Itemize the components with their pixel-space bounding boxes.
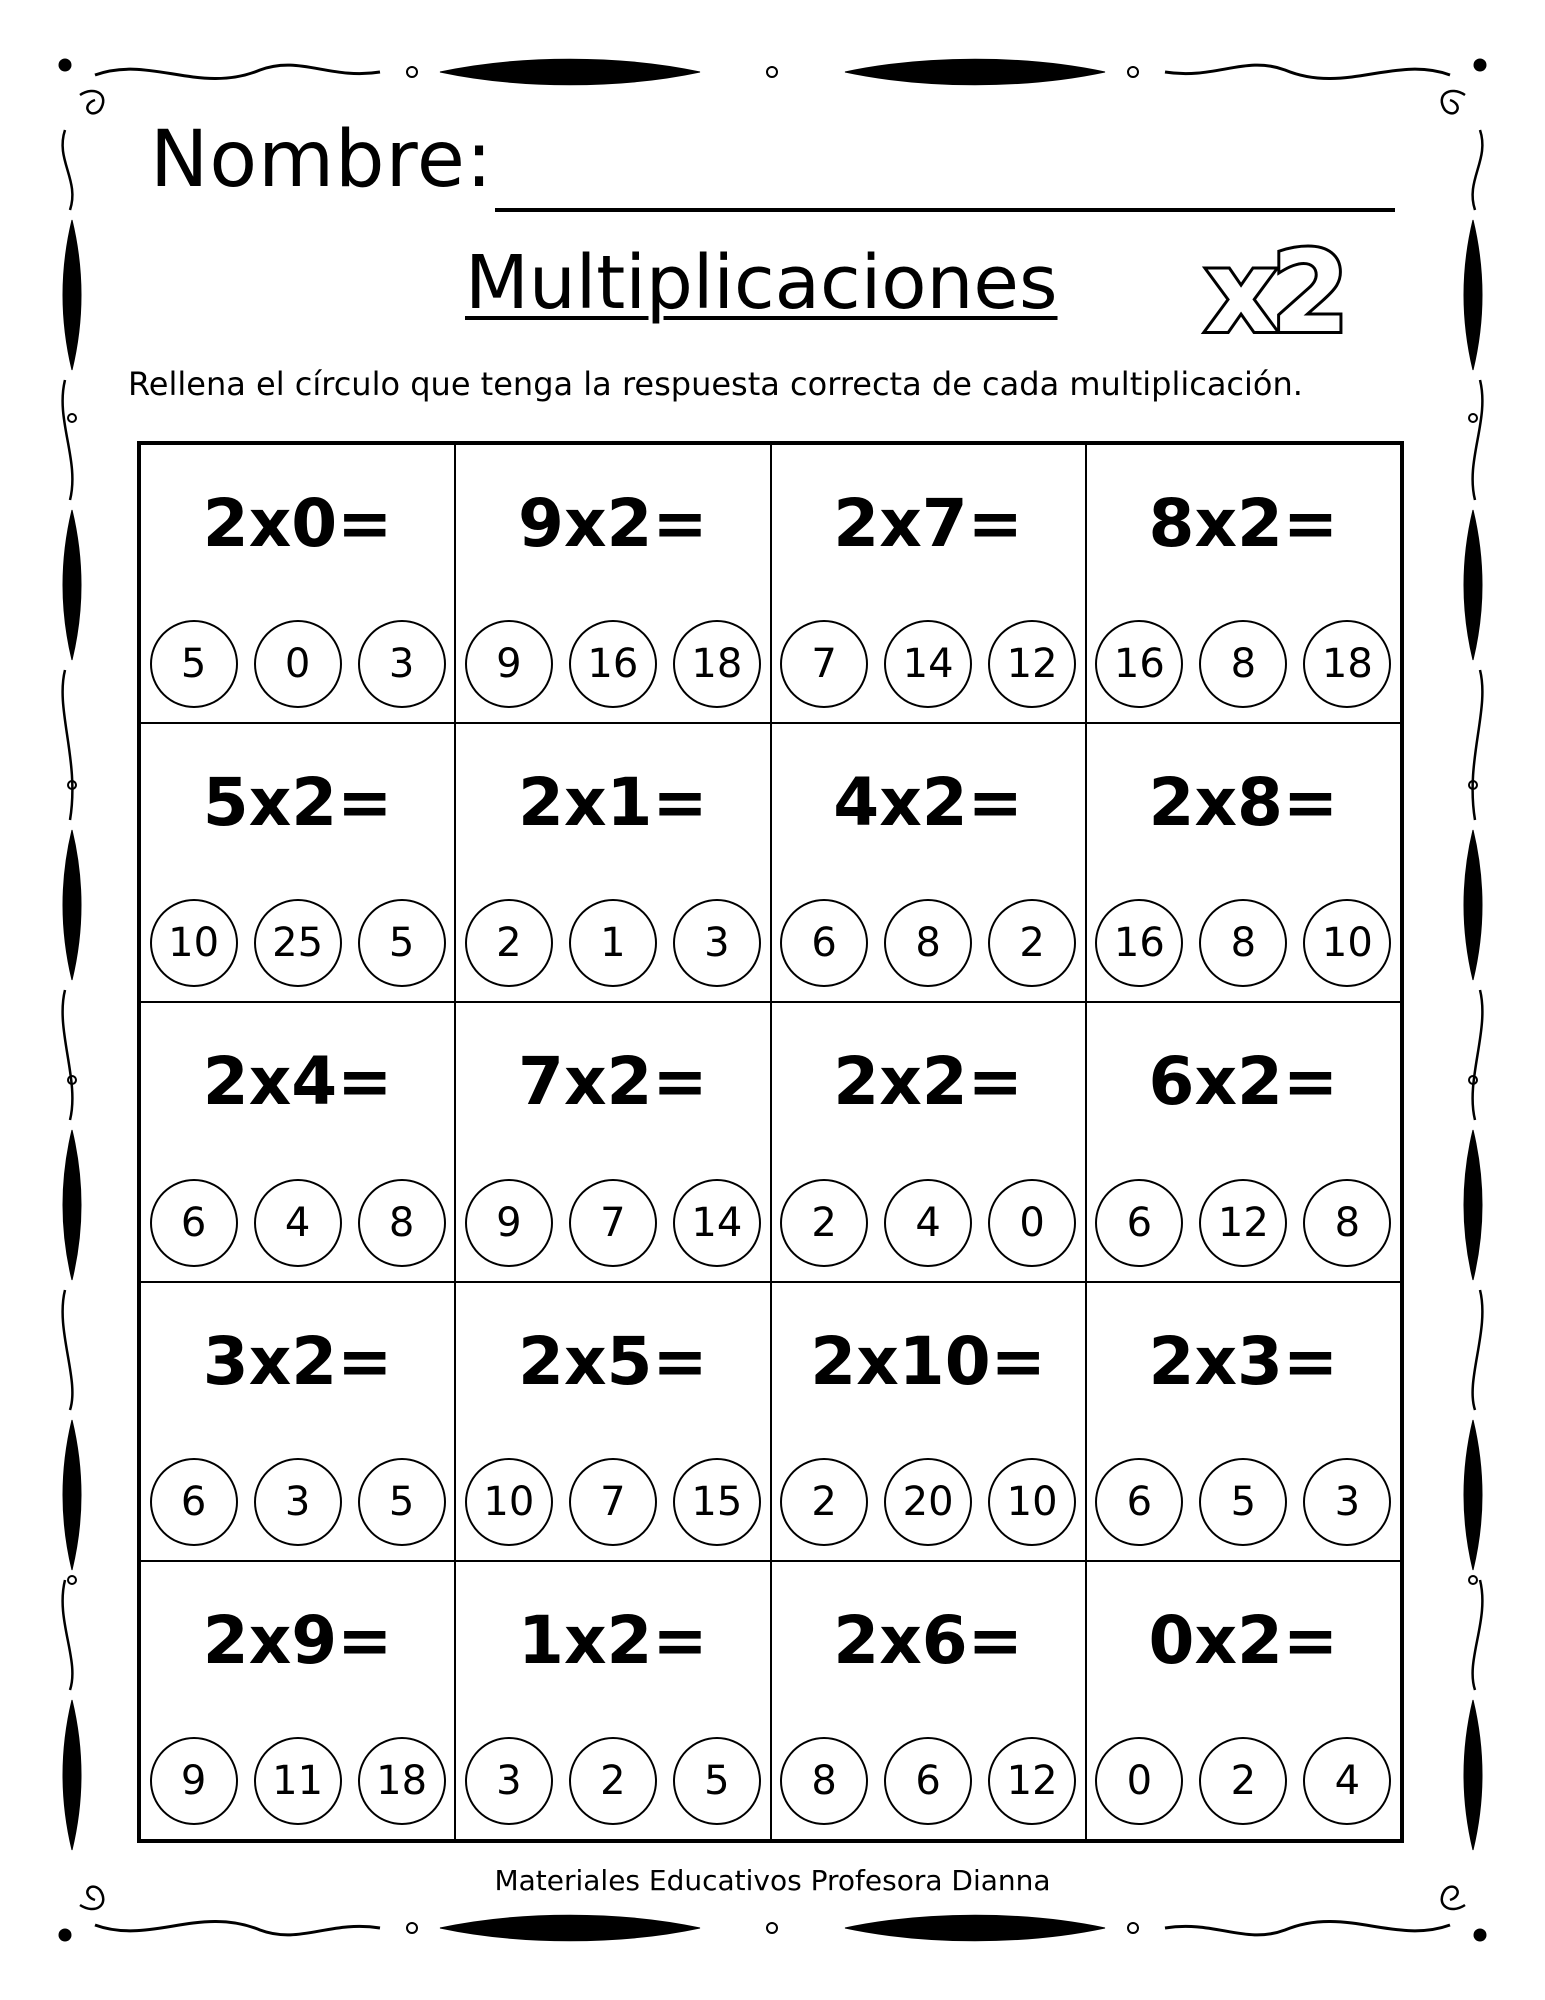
problem-cell (1086, 444, 1401, 723)
answer-bubble[interactable]: 12 (1199, 1179, 1287, 1267)
problem-cell (1086, 1282, 1401, 1561)
answer-options (456, 899, 769, 987)
problem-cell (771, 1002, 1086, 1281)
answer-bubble[interactable]: 8 (884, 899, 972, 987)
answer-bubble[interactable]: 0 (988, 1179, 1076, 1267)
problem-cell (771, 444, 1086, 723)
problems-grid (137, 441, 1404, 1843)
answer-bubble[interactable]: 20 (884, 1458, 972, 1546)
answer-bubble[interactable]: 2 (569, 1737, 657, 1825)
problem-cell (140, 1002, 455, 1281)
problem-cell (455, 1561, 770, 1840)
problem-cell (771, 1561, 1086, 1840)
answer-options (141, 620, 454, 708)
answer-options (456, 1179, 769, 1267)
answer-bubble[interactable]: 2 (988, 899, 1076, 987)
problem-expression: 0x2= (1148, 1601, 1339, 1679)
problem-cell (1086, 1561, 1401, 1840)
answer-bubble[interactable]: 1 (569, 899, 657, 987)
answer-bubble[interactable]: 0 (1095, 1737, 1183, 1825)
page-title: Multiplicaciones (465, 240, 1058, 326)
problem-expression: 2x8= (1148, 764, 1339, 842)
answer-bubble[interactable]: 5 (150, 620, 238, 708)
times-two-badge: x2 (1205, 228, 1344, 358)
answer-bubble[interactable]: 8 (1199, 620, 1287, 708)
problem-cell (455, 1282, 770, 1561)
answer-bubble[interactable]: 10 (465, 1458, 553, 1546)
answer-bubble[interactable]: 14 (673, 1179, 761, 1267)
problem-expression: 2x3= (1148, 1322, 1339, 1400)
answer-bubble[interactable]: 16 (569, 620, 657, 708)
answer-bubble[interactable]: 4 (1303, 1737, 1391, 1825)
answer-bubble[interactable]: 2 (780, 1179, 868, 1267)
answer-bubble[interactable]: 2 (1199, 1737, 1287, 1825)
answer-bubble[interactable]: 10 (1303, 899, 1391, 987)
problem-expression: 2x10= (810, 1322, 1046, 1400)
problem-cell (140, 1282, 455, 1561)
answer-options (1087, 1458, 1400, 1546)
problem-expression: 2x6= (833, 1601, 1023, 1679)
answer-bubble[interactable]: 6 (150, 1179, 238, 1267)
answer-bubble[interactable]: 6 (884, 1737, 972, 1825)
problem-expression: 6x2= (1148, 1043, 1339, 1121)
problem-cell (1086, 1002, 1401, 1281)
answer-options (1087, 1179, 1400, 1267)
problem-expression: 2x2= (833, 1043, 1023, 1121)
answer-bubble[interactable]: 14 (884, 620, 972, 708)
problem-expression: 4x2= (833, 764, 1023, 842)
problem-expression: 2x4= (202, 1043, 393, 1121)
answer-bubble[interactable]: 3 (1303, 1458, 1391, 1546)
answer-bubble[interactable]: 5 (358, 899, 446, 987)
answer-bubble[interactable]: 2 (780, 1458, 868, 1546)
answer-options (772, 1458, 1085, 1546)
answer-bubble[interactable]: 3 (358, 620, 446, 708)
answer-bubble[interactable]: 5 (1199, 1458, 1287, 1546)
answer-bubble[interactable]: 15 (673, 1458, 761, 1546)
problem-cell (455, 444, 770, 723)
problem-cell (1086, 723, 1401, 1002)
answer-bubble[interactable]: 7 (569, 1458, 657, 1546)
answer-bubble[interactable]: 11 (254, 1737, 342, 1825)
answer-bubble[interactable]: 16 (1095, 899, 1183, 987)
problem-expression: 8x2= (1148, 485, 1339, 562)
answer-bubble[interactable]: 3 (254, 1458, 342, 1546)
answer-bubble[interactable]: 3 (465, 1737, 553, 1825)
answer-bubble[interactable]: 8 (358, 1179, 446, 1267)
answer-bubble[interactable]: 4 (254, 1179, 342, 1267)
problem-expression: 2x7= (833, 485, 1023, 562)
answer-bubble[interactable]: 2 (465, 899, 553, 987)
answer-bubble[interactable]: 7 (569, 1179, 657, 1267)
problem-expression: 7x2= (518, 1043, 708, 1121)
problem-expression: 5x2= (202, 764, 393, 842)
problem-expression: 3x2= (202, 1322, 393, 1400)
answer-bubble[interactable]: 5 (358, 1458, 446, 1546)
answer-options (456, 1737, 769, 1825)
answer-bubble[interactable]: 6 (780, 899, 868, 987)
answer-bubble[interactable]: 8 (780, 1737, 868, 1825)
problem-expression: 1x2= (518, 1601, 708, 1679)
answer-options (772, 1737, 1085, 1825)
problem-expression: 2x0= (202, 485, 393, 562)
answer-options (456, 1458, 769, 1546)
problem-cell (771, 1282, 1086, 1561)
answer-bubble[interactable]: 5 (673, 1737, 761, 1825)
answer-bubble[interactable]: 16 (1095, 620, 1183, 708)
problem-expression: 2x1= (518, 764, 708, 842)
answer-options (456, 620, 769, 708)
answer-options (772, 620, 1085, 708)
answer-bubble[interactable]: 6 (1095, 1458, 1183, 1546)
problem-cell (140, 723, 455, 1002)
problem-cell (455, 1002, 770, 1281)
answer-bubble[interactable]: 10 (150, 899, 238, 987)
answer-options (141, 1737, 454, 1825)
answer-options (1087, 899, 1400, 987)
answer-bubble[interactable]: 10 (988, 1458, 1076, 1546)
problem-expression: 2x9= (202, 1601, 393, 1679)
answer-bubble[interactable]: 6 (150, 1458, 238, 1546)
answer-options (772, 1179, 1085, 1267)
answer-options (1087, 1737, 1400, 1825)
answer-options (772, 899, 1085, 987)
answer-bubble[interactable]: 4 (884, 1179, 972, 1267)
answer-bubble[interactable]: 18 (358, 1737, 446, 1825)
answer-options (141, 1458, 454, 1546)
problem-expression: 2x5= (518, 1322, 708, 1400)
answer-options (141, 1179, 454, 1267)
answer-options (141, 899, 454, 987)
problem-cell (771, 723, 1086, 1002)
answer-bubble[interactable]: 3 (673, 899, 761, 987)
answer-bubble[interactable]: 9 (465, 620, 553, 708)
answer-bubble[interactable]: 9 (465, 1179, 553, 1267)
name-write-line[interactable] (495, 208, 1395, 212)
name-label: Nombre: (150, 115, 494, 205)
answer-bubble[interactable]: 18 (1303, 620, 1391, 708)
answer-options (1087, 620, 1400, 708)
problem-cell (140, 444, 455, 723)
answer-bubble[interactable]: 6 (1095, 1179, 1183, 1267)
instructions-text: Rellena el círculo que tenga la respuesta correcta de cada multiplicación. (128, 365, 1303, 403)
problem-expression: 9x2= (518, 485, 708, 562)
answer-bubble[interactable]: 9 (150, 1737, 238, 1825)
problem-cell (455, 723, 770, 1002)
problem-cell (140, 1561, 455, 1840)
answer-bubble[interactable]: 8 (1199, 899, 1287, 987)
answer-bubble[interactable]: 12 (988, 1737, 1076, 1825)
answer-bubble[interactable]: 7 (780, 620, 868, 708)
answer-bubble[interactable]: 12 (988, 620, 1076, 708)
answer-bubble[interactable]: 8 (1303, 1179, 1391, 1267)
answer-bubble[interactable]: 0 (254, 620, 342, 708)
answer-bubble[interactable]: 25 (254, 899, 342, 987)
footer-credit: Materiales Educativos Profesora Dianna (494, 1864, 1051, 1897)
answer-bubble[interactable]: 18 (673, 620, 761, 708)
